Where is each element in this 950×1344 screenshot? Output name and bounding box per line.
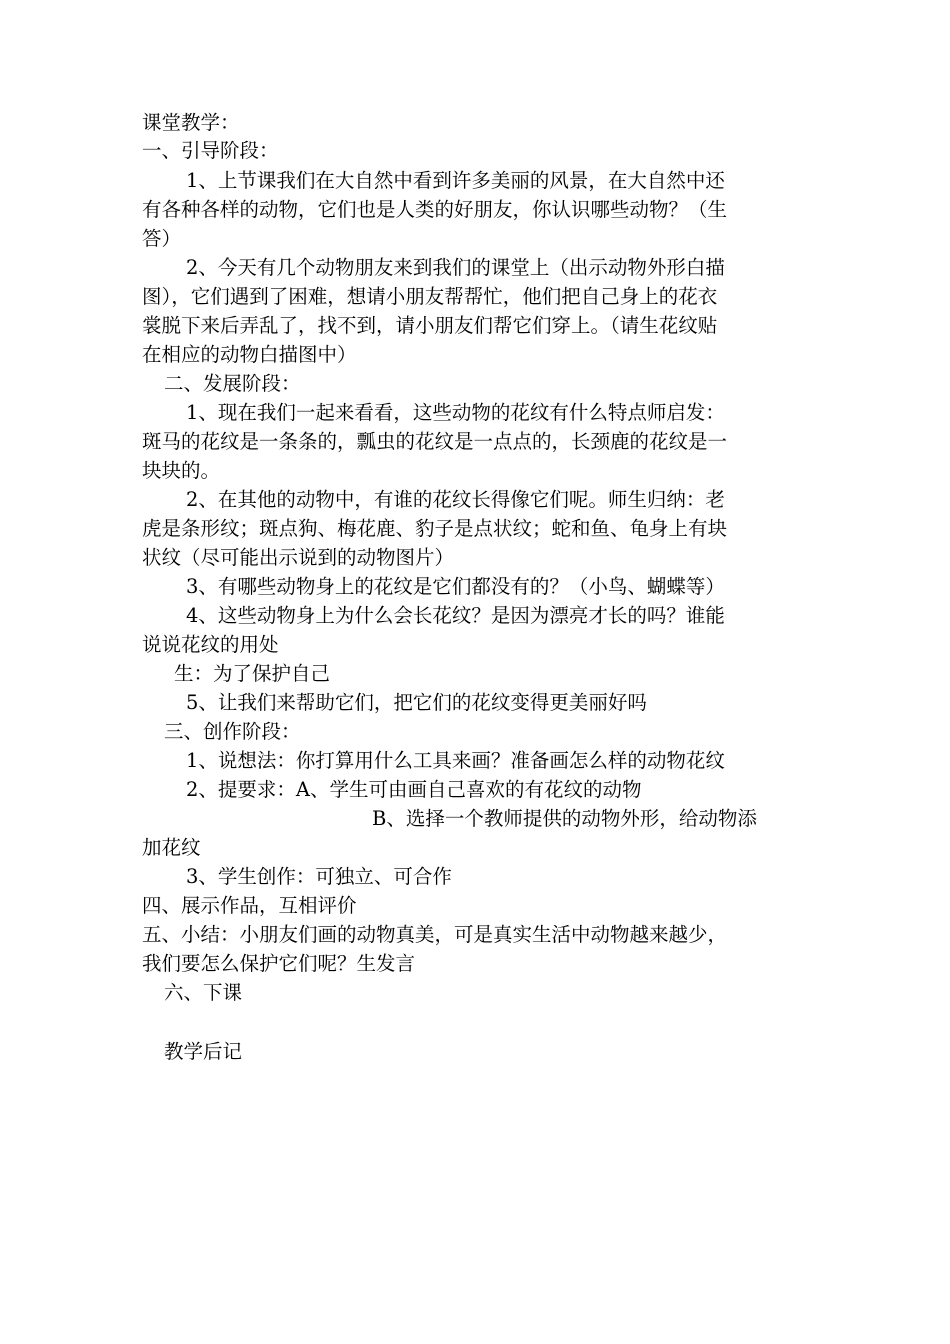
paragraph-line: 生：为了保护自己 [174,662,331,685]
paragraph-line: 有各种各样的动物，它们也是人类的好朋友，你认识哪些动物？（生 [142,198,728,221]
stage-heading: 二、发展阶段： [164,372,301,395]
stage-heading: 六、下课 [164,981,243,1004]
paragraph-line: B、选择一个教师提供的动物外形，给动物添 [372,807,757,830]
paragraph-line: 在相应的动物白描图中） [142,343,357,366]
paragraph-line: 1、说想法：你打算用什么工具来画？准备画怎么样的动物花纹 [186,749,725,772]
paragraph-line: 2、在其他的动物中，有谁的花纹长得像它们呢。师生归纳：老 [186,488,725,511]
section-heading: 课堂教学： [142,111,240,134]
paragraph-line: 图），它们遇到了困难，想请小朋友帮帮忙，他们把自己身上的花衣 [142,285,718,308]
paragraph-line: 斑马的花纹是一条条的，瓢虫的花纹是一点点的，长颈鹿的花纹是一 [142,430,728,453]
paragraph-line: 2、今天有几个动物朋友来到我们的课堂上（出示动物外形白描 [186,256,725,279]
paragraph-line: 答） [142,227,182,250]
stage-heading: 一、引导阶段： [142,139,279,162]
paragraph-line: 我们要怎么保护它们呢？生发言 [142,952,416,975]
paragraph-line: 加花纹 [142,836,201,859]
paragraph-line: 2、提要求：A、学生可由画自己喜欢的有花纹的动物 [186,778,642,801]
paragraph-line: 说说花纹的用处 [142,633,279,656]
paragraph-line: 块块的。 [142,459,221,482]
stage-heading: 五、小结：小朋友们画的动物真美，可是真实生活中动物越来越少， [142,923,728,946]
stage-heading: 三、创作阶段： [164,720,301,743]
postscript-heading: 教学后记 [164,1040,243,1063]
paragraph-line: 4、这些动物身上为什么会长花纹？是因为漂亮才长的吗？谁能 [186,604,725,627]
paragraph-line: 裳脱下来后弄乱了，找不到，请小朋友们帮它们穿上。（请生花纹贴 [142,314,718,337]
paragraph-line: 3、学生创作：可独立、可合作 [186,865,452,888]
paragraph-line: 状纹（尽可能出示说到的动物图片） [142,546,455,569]
paragraph-line: 1、上节课我们在大自然中看到许多美丽的风景，在大自然中还 [186,169,725,192]
stage-heading: 四、展示作品，互相评价 [142,894,357,917]
paragraph-line: 3、有哪些动物身上的花纹是它们都没有的？（小鸟、蝴蝶等） [186,575,725,598]
paragraph-line: 1、现在我们一起来看看，这些动物的花纹有什么特点师启发： [186,401,725,424]
paragraph-line: 5、让我们来帮助它们，把它们的花纹变得更美丽好吗 [186,691,647,714]
paragraph-line: 虎是条形纹；斑点狗、梅花鹿、豹子是点状纹；蛇和鱼、龟身上有块 [142,517,728,540]
